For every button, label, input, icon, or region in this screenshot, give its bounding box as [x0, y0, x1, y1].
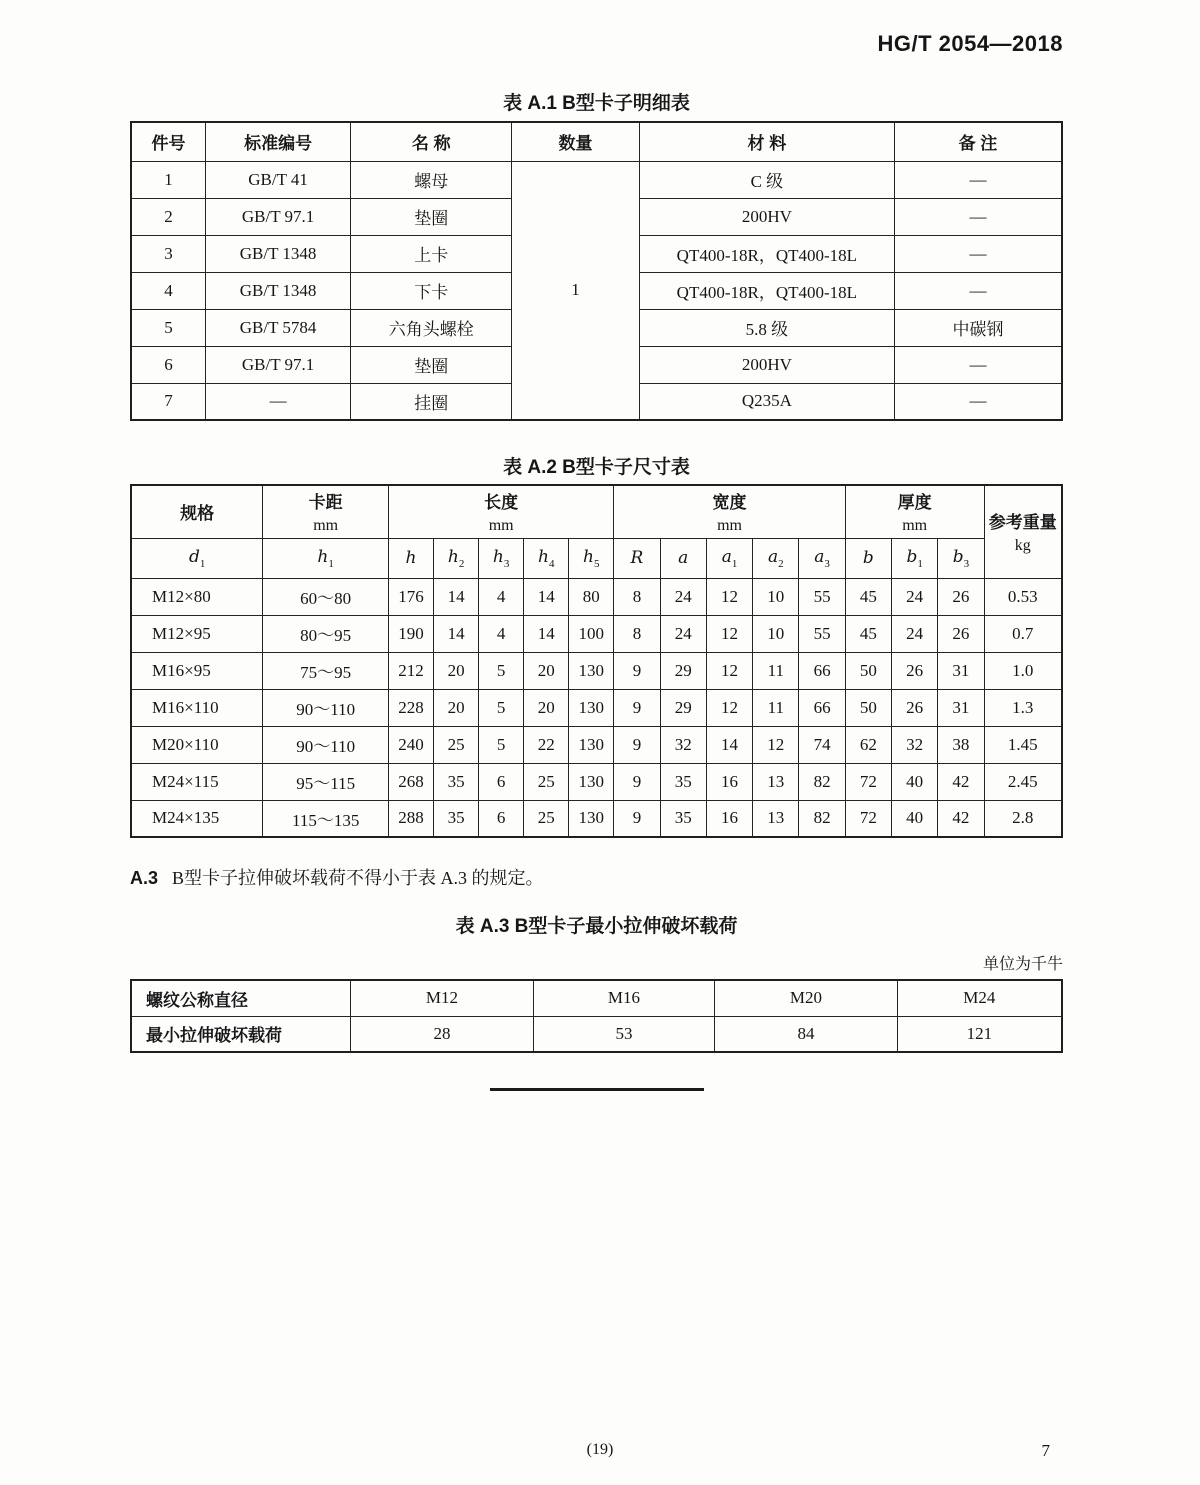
- clause-a3-number: A.3: [130, 868, 159, 888]
- spec-cell: M24×135: [131, 800, 263, 837]
- dimension-value-cell: 95～115: [263, 763, 389, 800]
- dimension-value-cell: 45: [845, 578, 891, 615]
- dimension-value-cell: 5: [479, 652, 524, 689]
- table-a2-group-header-cell: [389, 485, 614, 538]
- group-unit: mm: [717, 517, 742, 535]
- load-value-cell: 84: [715, 1016, 897, 1052]
- material-cell: 200HV: [639, 346, 894, 383]
- dimension-value-cell: 4: [479, 578, 524, 615]
- dimension-value-cell: 35: [434, 763, 479, 800]
- dimension-value-cell: 14: [434, 578, 479, 615]
- table-a2-dimensions: [130, 484, 1063, 838]
- dimension-value-cell: 0.53: [984, 578, 1062, 615]
- table-a2-group-header-row: [131, 485, 1062, 538]
- dimension-value-cell: 11: [753, 652, 799, 689]
- standard-code-cell: GB/T 1348: [205, 272, 350, 309]
- dimension-value-cell: 66: [799, 652, 845, 689]
- spec-cell: M16×110: [131, 689, 263, 726]
- dimension-value-cell: 42: [938, 763, 984, 800]
- dimension-value-cell: 80: [569, 578, 614, 615]
- dimension-value-cell: 228: [389, 689, 434, 726]
- dimension-value-cell: 100: [569, 615, 614, 652]
- material-cell: QT400-18R，QT400-18L: [639, 235, 894, 272]
- footer-sheet-number: (19): [586, 1441, 614, 1458]
- dimension-value-cell: 42: [938, 800, 984, 837]
- dimension-value-cell: 62: [845, 726, 891, 763]
- dimension-value-cell: 14: [524, 578, 569, 615]
- spec-cell: M20×110: [131, 726, 263, 763]
- material-cell: 200HV: [639, 198, 894, 235]
- dimension-value-cell: 8: [614, 615, 660, 652]
- dimension-value-cell: 24: [660, 615, 706, 652]
- dimension-value-cell: 26: [938, 578, 984, 615]
- dimension-value-cell: 29: [660, 689, 706, 726]
- dimension-value-cell: 50: [845, 652, 891, 689]
- dimension-value-cell: 40: [892, 763, 938, 800]
- page-content: [130, 0, 1063, 1091]
- group-label: 规格: [180, 504, 215, 524]
- spec-cell: M24×115: [131, 763, 263, 800]
- dimension-value-cell: 25: [524, 800, 569, 837]
- dimension-value-cell: 12: [706, 615, 752, 652]
- group-unit: mm: [488, 517, 514, 535]
- dimension-value-cell: 10: [753, 578, 799, 615]
- table-a1-header-cell: 备 注: [894, 122, 1062, 161]
- table-a2-symbol-cell: h: [389, 538, 434, 578]
- dimension-value-cell: 74: [799, 726, 845, 763]
- table-a2-symbol-header-row: [131, 538, 1062, 578]
- table-a1-title: 表 A.1 B型卡子明细表: [503, 93, 690, 114]
- table-a1-body: [131, 161, 1062, 420]
- dimension-value-cell: 130: [569, 652, 614, 689]
- material-cell: 5.8 级: [639, 309, 894, 346]
- spec-cell: M16×95: [131, 652, 263, 689]
- table-a1-header-cell: 数量: [512, 122, 640, 161]
- load-value-cell: M20: [715, 980, 897, 1016]
- clause-a3-text: B型卡子拉伸破坏载荷不得小于表 A.3 的规定。: [172, 868, 544, 888]
- dimension-value-cell: 24: [892, 578, 938, 615]
- dimension-value-cell: 6: [479, 763, 524, 800]
- note-cell: —: [894, 198, 1062, 235]
- dimension-value-cell: 14: [706, 726, 752, 763]
- dimension-value-cell: 12: [753, 726, 799, 763]
- dimension-value-cell: 24: [660, 578, 706, 615]
- part-name-cell: 螺母: [351, 161, 512, 198]
- dimension-value-cell: 5: [479, 689, 524, 726]
- dimension-value-cell: 9: [614, 689, 660, 726]
- dimension-value-cell: 16: [706, 800, 752, 837]
- quantity-merged-cell: 1: [512, 161, 640, 420]
- table-a1-header-cell: 材 料: [639, 122, 894, 161]
- table-a1-header-row: [131, 122, 1062, 161]
- dimension-value-cell: 288: [389, 800, 434, 837]
- part-name-cell: 垫圈: [351, 346, 512, 383]
- dimension-value-cell: 25: [524, 763, 569, 800]
- dimension-value-cell: 14: [524, 615, 569, 652]
- dimension-value-cell: 10: [753, 615, 799, 652]
- table-a2-symbol-cell: $h_1$: [263, 538, 389, 578]
- table-a2-symbol-cell: $a_2$: [753, 538, 799, 578]
- table-a2-symbol-cell: $h_3$: [479, 538, 524, 578]
- table-a2-row: [131, 615, 1062, 652]
- group-label: 宽度: [712, 493, 747, 513]
- table-a3-row: [131, 980, 1062, 1016]
- dimension-value-cell: 26: [938, 615, 984, 652]
- dimension-value-cell: 32: [660, 726, 706, 763]
- dimension-value-cell: 16: [706, 763, 752, 800]
- dimension-value-cell: 1.0: [984, 652, 1062, 689]
- standard-code-cell: GB/T 5784: [205, 309, 350, 346]
- dimension-value-cell: 66: [799, 689, 845, 726]
- standard-code-cell: —: [205, 383, 350, 420]
- dimension-value-cell: 20: [434, 689, 479, 726]
- spec-cell: M12×95: [131, 615, 263, 652]
- dimension-value-cell: 82: [799, 800, 845, 837]
- dimension-value-cell: 72: [845, 763, 891, 800]
- table-a2-group-header-cell: [984, 485, 1062, 578]
- dimension-value-cell: 12: [706, 652, 752, 689]
- load-value-cell: M16: [533, 980, 715, 1016]
- dimension-value-cell: 14: [434, 615, 479, 652]
- dimension-value-cell: 5: [479, 726, 524, 763]
- dimension-value-cell: 35: [434, 800, 479, 837]
- table-a3-body: [131, 980, 1062, 1052]
- table-a3-title: 表 A.3 B型卡子最小拉伸破坏载荷: [455, 916, 738, 937]
- dimension-value-cell: 35: [660, 800, 706, 837]
- dimension-value-cell: 4: [479, 615, 524, 652]
- dimension-value-cell: 115～135: [263, 800, 389, 837]
- load-value-cell: 53: [533, 1016, 715, 1052]
- table-a1-header-cell: 件号: [131, 122, 205, 161]
- dimension-value-cell: 22: [524, 726, 569, 763]
- standard-code-cell: GB/T 97.1: [205, 198, 350, 235]
- dimension-value-cell: 13: [753, 800, 799, 837]
- dimension-value-cell: 190: [389, 615, 434, 652]
- dimension-value-cell: 26: [892, 652, 938, 689]
- table-a2-row: [131, 578, 1062, 615]
- dimension-value-cell: 55: [799, 578, 845, 615]
- dimension-value-cell: 32: [892, 726, 938, 763]
- load-value-cell: 28: [351, 1016, 533, 1052]
- material-cell: Q235A: [639, 383, 894, 420]
- dimension-value-cell: 8: [614, 578, 660, 615]
- part-name-cell: 六角头螺栓: [351, 309, 512, 346]
- material-cell: QT400-18R，QT400-18L: [639, 272, 894, 309]
- dimension-value-cell: 40: [892, 800, 938, 837]
- note-cell: —: [894, 272, 1062, 309]
- table-a3-row: [131, 1016, 1062, 1052]
- part-number-cell: 5: [131, 309, 205, 346]
- dimension-value-cell: 1.3: [984, 689, 1062, 726]
- dimension-value-cell: 6: [479, 800, 524, 837]
- table-a2-symbol-cell: $h_2$: [434, 538, 479, 578]
- dimension-value-cell: 130: [569, 763, 614, 800]
- part-number-cell: 6: [131, 346, 205, 383]
- table-a2-symbol-cell: $h_4$: [524, 538, 569, 578]
- part-number-cell: 7: [131, 383, 205, 420]
- dimension-value-cell: 50: [845, 689, 891, 726]
- table-a2-row: [131, 689, 1062, 726]
- table-a2-group-header-cell: [614, 485, 845, 538]
- part-name-cell: 垫圈: [351, 198, 512, 235]
- doc-standard-number: HG/T 2054—2018: [877, 31, 1063, 56]
- end-of-section-divider: [490, 1088, 704, 1091]
- group-label: 厚度: [897, 493, 932, 513]
- dimension-value-cell: 2.8: [984, 800, 1062, 837]
- table-a2-row: [131, 800, 1062, 837]
- part-number-cell: 1: [131, 161, 205, 198]
- table-a1-row: [131, 161, 1062, 198]
- part-number-cell: 4: [131, 272, 205, 309]
- dimension-value-cell: 75～95: [263, 652, 389, 689]
- dimension-value-cell: 35: [660, 763, 706, 800]
- table-a1-header-cell: 标准编号: [205, 122, 350, 161]
- table-a2-row: [131, 763, 1062, 800]
- table-a2-group-header-cell: [131, 485, 263, 538]
- dimension-value-cell: 20: [434, 652, 479, 689]
- table-a2-group-header-cell: [845, 485, 984, 538]
- table-a2-row: [131, 652, 1062, 689]
- row-label-cell: 最小拉伸破坏载荷: [131, 1016, 351, 1052]
- row-label-cell: 螺纹公称直径: [131, 980, 351, 1016]
- dimension-value-cell: 130: [569, 689, 614, 726]
- note-cell: —: [894, 235, 1062, 272]
- standard-code-cell: GB/T 41: [205, 161, 350, 198]
- dimension-value-cell: 12: [706, 578, 752, 615]
- standard-code-cell: GB/T 1348: [205, 235, 350, 272]
- dimension-value-cell: 45: [845, 615, 891, 652]
- table-a2-symbol-cell: R: [614, 538, 660, 578]
- material-cell: C 级: [639, 161, 894, 198]
- part-number-cell: 3: [131, 235, 205, 272]
- dimension-value-cell: 80～95: [263, 615, 389, 652]
- dimension-value-cell: 0.7: [984, 615, 1062, 652]
- footer-page-number: 7: [1041, 1441, 1050, 1460]
- note-cell: 中碳钢: [894, 309, 1062, 346]
- part-name-cell: 挂圈: [351, 383, 512, 420]
- dimension-value-cell: 176: [389, 578, 434, 615]
- table-a2-symbol-cell: $a_1$: [706, 538, 752, 578]
- table-a2-title: 表 A.2 B型卡子尺寸表: [503, 457, 690, 478]
- table-a1-header-cell: 名 称: [351, 122, 512, 161]
- dimension-value-cell: 24: [892, 615, 938, 652]
- table-a3-unit-note: 单位为千牛: [982, 956, 1063, 973]
- dimension-value-cell: 25: [434, 726, 479, 763]
- part-name-cell: 下卡: [351, 272, 512, 309]
- dimension-value-cell: 1.45: [984, 726, 1062, 763]
- table-a2-group-header-cell: [263, 485, 389, 538]
- group-label: 参考重量: [988, 513, 1057, 533]
- dimension-value-cell: 31: [938, 652, 984, 689]
- dimension-value-cell: 26: [892, 689, 938, 726]
- dimension-value-cell: 2.45: [984, 763, 1062, 800]
- table-a2-symbol-cell: a: [660, 538, 706, 578]
- dimension-value-cell: 72: [845, 800, 891, 837]
- load-value-cell: M24: [897, 980, 1062, 1016]
- dimension-value-cell: 11: [753, 689, 799, 726]
- dimension-value-cell: 212: [389, 652, 434, 689]
- note-cell: —: [894, 383, 1062, 420]
- dimension-value-cell: 90～110: [263, 726, 389, 763]
- dimension-value-cell: 130: [569, 726, 614, 763]
- dimension-value-cell: 38: [938, 726, 984, 763]
- dimension-value-cell: 82: [799, 763, 845, 800]
- group-unit: mm: [313, 517, 339, 535]
- table-a2-symbol-cell: b: [845, 538, 891, 578]
- table-a2-symbol-cell: $b_1$: [892, 538, 938, 578]
- dimension-value-cell: 20: [524, 689, 569, 726]
- standard-code-cell: GB/T 97.1: [205, 346, 350, 383]
- note-cell: —: [894, 161, 1062, 198]
- dimension-value-cell: 13: [753, 763, 799, 800]
- dimension-value-cell: 12: [706, 689, 752, 726]
- table-a2-symbol-cell: $h_5$: [569, 538, 614, 578]
- spec-cell: M12×80: [131, 578, 263, 615]
- table-a2-body: [131, 578, 1062, 837]
- group-label: 长度: [484, 493, 519, 513]
- group-label: 卡距: [308, 493, 343, 513]
- note-cell: —: [894, 346, 1062, 383]
- dimension-value-cell: 31: [938, 689, 984, 726]
- table-a2-symbol-cell: $d_1$: [131, 538, 263, 578]
- load-value-cell: M12: [351, 980, 533, 1016]
- dimension-value-cell: 9: [614, 652, 660, 689]
- dimension-value-cell: 60～80: [263, 578, 389, 615]
- table-a1-parts-list: [130, 121, 1063, 421]
- dimension-value-cell: 268: [389, 763, 434, 800]
- part-number-cell: 2: [131, 198, 205, 235]
- dimension-value-cell: 29: [660, 652, 706, 689]
- dimension-value-cell: 90～110: [263, 689, 389, 726]
- load-value-cell: 121: [897, 1016, 1062, 1052]
- dimension-value-cell: 240: [389, 726, 434, 763]
- dimension-value-cell: 20: [524, 652, 569, 689]
- group-unit: mm: [902, 517, 928, 535]
- clause-a3: [130, 864, 1063, 890]
- dimension-value-cell: 9: [614, 763, 660, 800]
- table-a2-symbol-cell: $b_3$: [938, 538, 984, 578]
- dimension-value-cell: 55: [799, 615, 845, 652]
- dimension-value-cell: 9: [614, 800, 660, 837]
- table-a2-row: [131, 726, 1062, 763]
- group-unit: kg: [1014, 537, 1031, 555]
- dimension-value-cell: 130: [569, 800, 614, 837]
- part-name-cell: 上卡: [351, 235, 512, 272]
- table-a2-symbol-cell: $a_3$: [799, 538, 845, 578]
- dimension-value-cell: 9: [614, 726, 660, 763]
- table-a3-tensile-load: [130, 979, 1063, 1053]
